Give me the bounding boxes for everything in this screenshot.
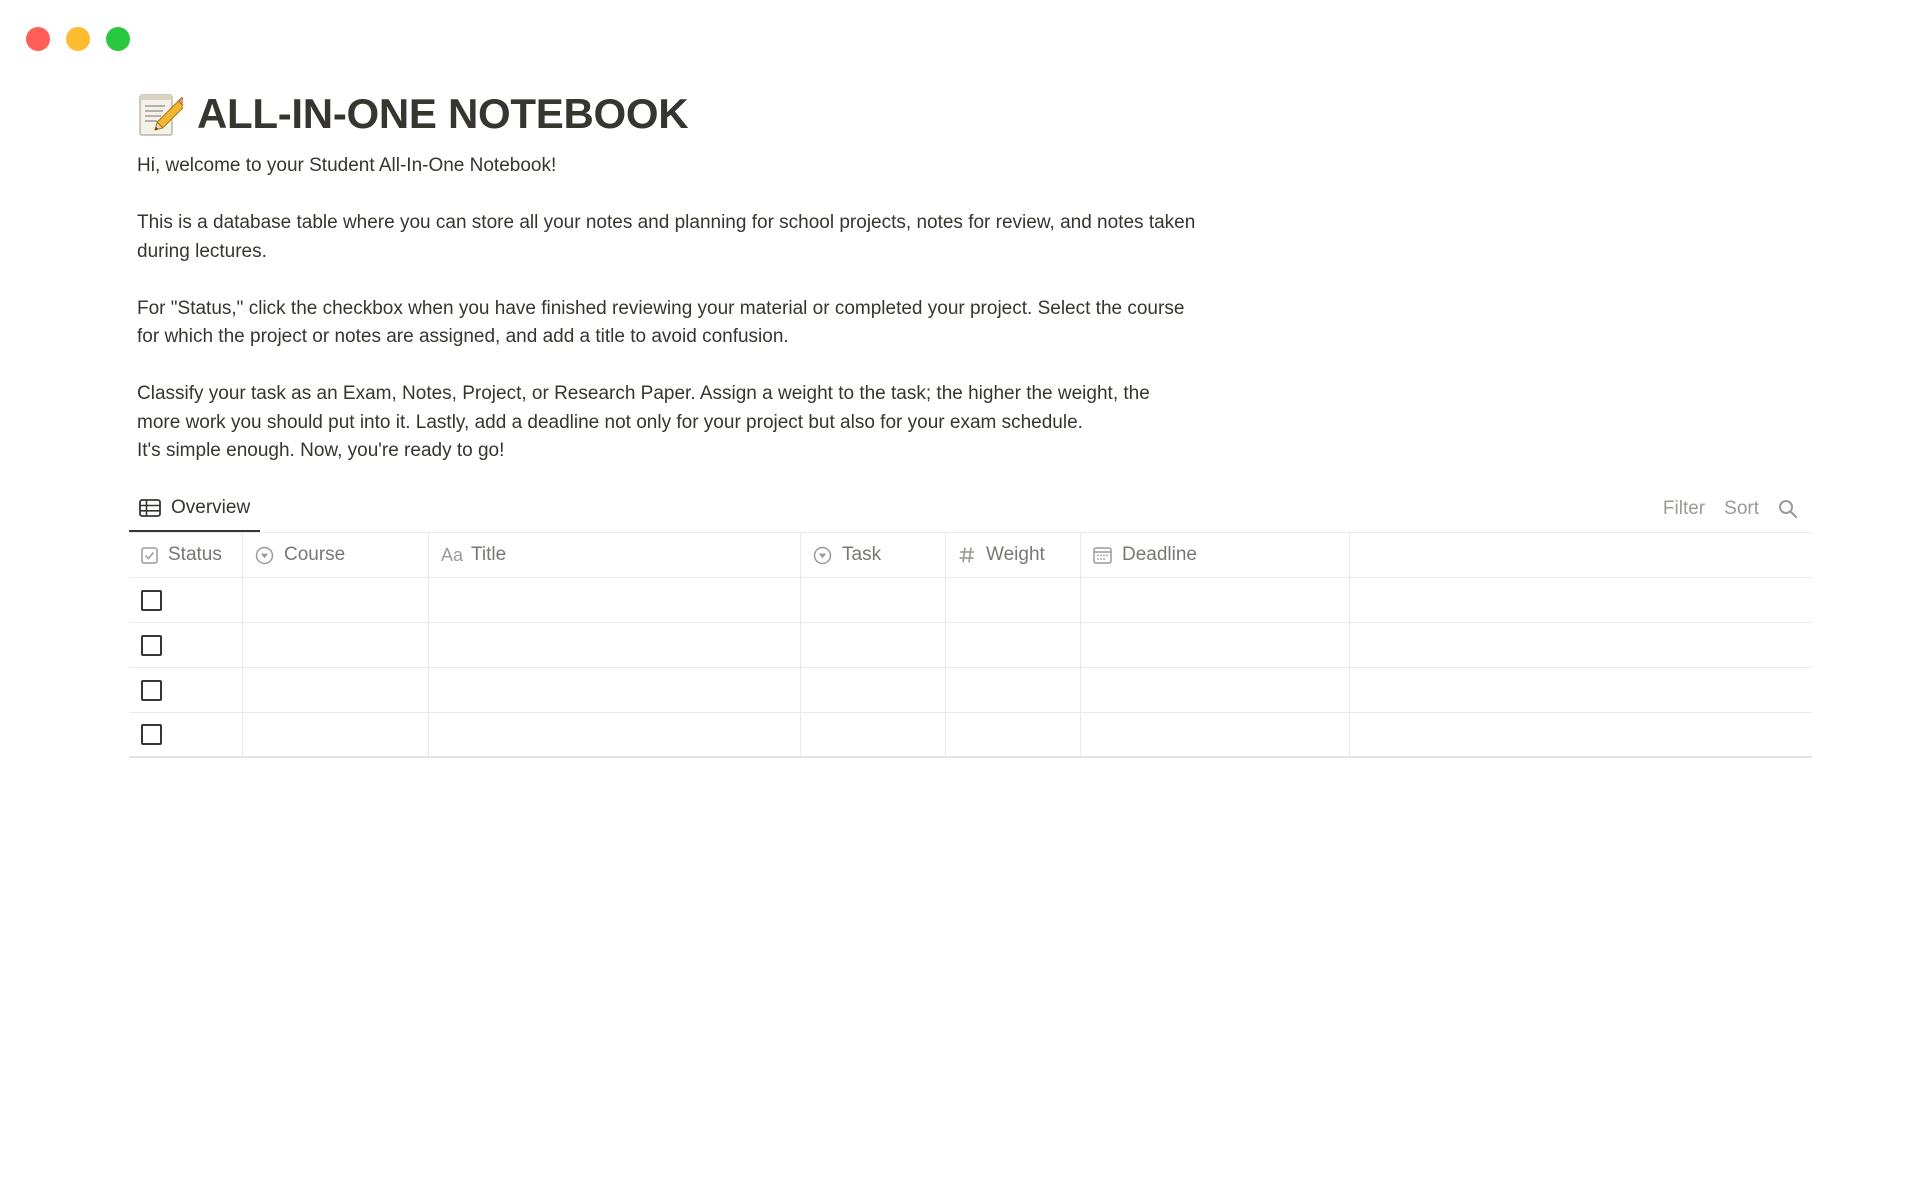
deadline-cell[interactable] [1081, 578, 1350, 622]
table-view-icon [139, 499, 161, 517]
database-toolbar [129, 486, 1812, 532]
course-cell[interactable] [243, 668, 429, 712]
intro-paragraph[interactable]: It's simple enough. Now, you're ready to go! [137, 440, 505, 461]
weight-cell[interactable] [946, 713, 1081, 756]
window-controls [26, 27, 130, 51]
intro-paragraph[interactable] [137, 266, 1197, 295]
text-aa-icon: Aa [441, 544, 464, 565]
empty-cell [1350, 623, 1812, 667]
weight-cell[interactable] [946, 623, 1081, 667]
status-checkbox[interactable] [141, 724, 162, 745]
column-header-title[interactable] [429, 533, 801, 577]
deadline-cell[interactable] [1081, 668, 1350, 712]
status-cell [129, 713, 243, 756]
select-icon [255, 546, 274, 565]
status-checkbox[interactable] [141, 635, 162, 656]
course-cell[interactable] [243, 623, 429, 667]
status-cell [129, 623, 243, 667]
table-header-row [129, 533, 1812, 578]
title-cell[interactable] [429, 668, 801, 712]
column-header-task[interactable] [801, 533, 946, 577]
page-header [137, 86, 1817, 142]
intro-paragraph[interactable]: Hi, welcome to your Student All-In-One Notebook! [137, 155, 557, 176]
database-actions [1663, 498, 1812, 520]
title-cell[interactable] [429, 713, 801, 756]
column-header-deadline[interactable] [1081, 533, 1350, 577]
intro-paragraph[interactable] [137, 181, 1197, 210]
maximize-window-button[interactable] [106, 27, 130, 51]
task-cell[interactable] [801, 623, 946, 667]
sort-button[interactable]: Sort [1724, 498, 1759, 519]
task-cell[interactable] [801, 578, 946, 622]
search-icon[interactable] [1778, 499, 1798, 519]
task-cell[interactable] [801, 668, 946, 712]
memo-pencil-icon[interactable] [137, 90, 183, 138]
column-header-course[interactable] [243, 533, 429, 577]
intro-paragraph[interactable]: Classify your task as an Exam, Notes, Project, or Research Paper. Assign a weight to the task; the higher the weight, the more work you should put into it. Lastly, add a deadline not only for your project but also for your exam schedule. [137, 383, 1150, 433]
column-header-weight[interactable] [946, 533, 1081, 577]
weight-cell[interactable] [946, 668, 1081, 712]
deadline-cell[interactable] [1081, 713, 1350, 756]
column-header-label: Task [842, 544, 882, 565]
column-header-label: Title [471, 544, 507, 565]
course-cell[interactable] [243, 713, 429, 756]
calendar-icon [1093, 546, 1112, 564]
close-window-button[interactable] [26, 27, 50, 51]
column-header-empty [1350, 533, 1812, 577]
intro-paragraph[interactable] [137, 352, 1197, 381]
intro-paragraph[interactable]: This is a database table where you can store all your notes and planning for school projects, notes for review, and notes taken during lectures. [137, 212, 1196, 262]
column-header-status[interactable] [129, 533, 243, 577]
column-header-label: Status [168, 544, 222, 565]
empty-cell [1350, 578, 1812, 622]
intro-text [137, 152, 1197, 466]
column-header-label: Course [284, 544, 346, 565]
status-cell [129, 578, 243, 622]
status-cell [129, 668, 243, 712]
number-hash-icon [958, 546, 976, 564]
status-checkbox[interactable] [141, 590, 162, 611]
title-cell[interactable] [429, 623, 801, 667]
checkbox-icon [141, 547, 158, 564]
status-checkbox[interactable] [141, 680, 162, 701]
tab-overview-label: Overview [171, 497, 251, 518]
intro-paragraph[interactable]: For "Status," click the checkbox when you have finished reviewing your material or completed your project. Select the course for which the project or notes are assigned, and add a title to avoid confusion. [137, 297, 1185, 347]
table-row [129, 668, 1812, 713]
weight-cell[interactable] [946, 578, 1081, 622]
minimize-window-button[interactable] [66, 27, 90, 51]
page-title[interactable]: ALL-IN-ONE NOTEBOOK [197, 90, 689, 137]
page-content [137, 86, 1817, 565]
column-header-label: Weight [986, 544, 1045, 565]
table-row [129, 623, 1812, 668]
select-icon [813, 546, 832, 565]
course-cell[interactable] [243, 578, 429, 622]
table-row [129, 713, 1812, 758]
task-cell[interactable] [801, 713, 946, 756]
table-row [129, 578, 1812, 623]
title-cell[interactable] [429, 578, 801, 622]
column-header-label: Deadline [1122, 544, 1197, 565]
deadline-cell[interactable] [1081, 623, 1350, 667]
database-table [129, 532, 1812, 758]
filter-button[interactable]: Filter [1662, 498, 1706, 519]
tab-overview[interactable] [129, 486, 260, 532]
empty-cell [1350, 668, 1812, 712]
empty-cell [1350, 713, 1812, 756]
